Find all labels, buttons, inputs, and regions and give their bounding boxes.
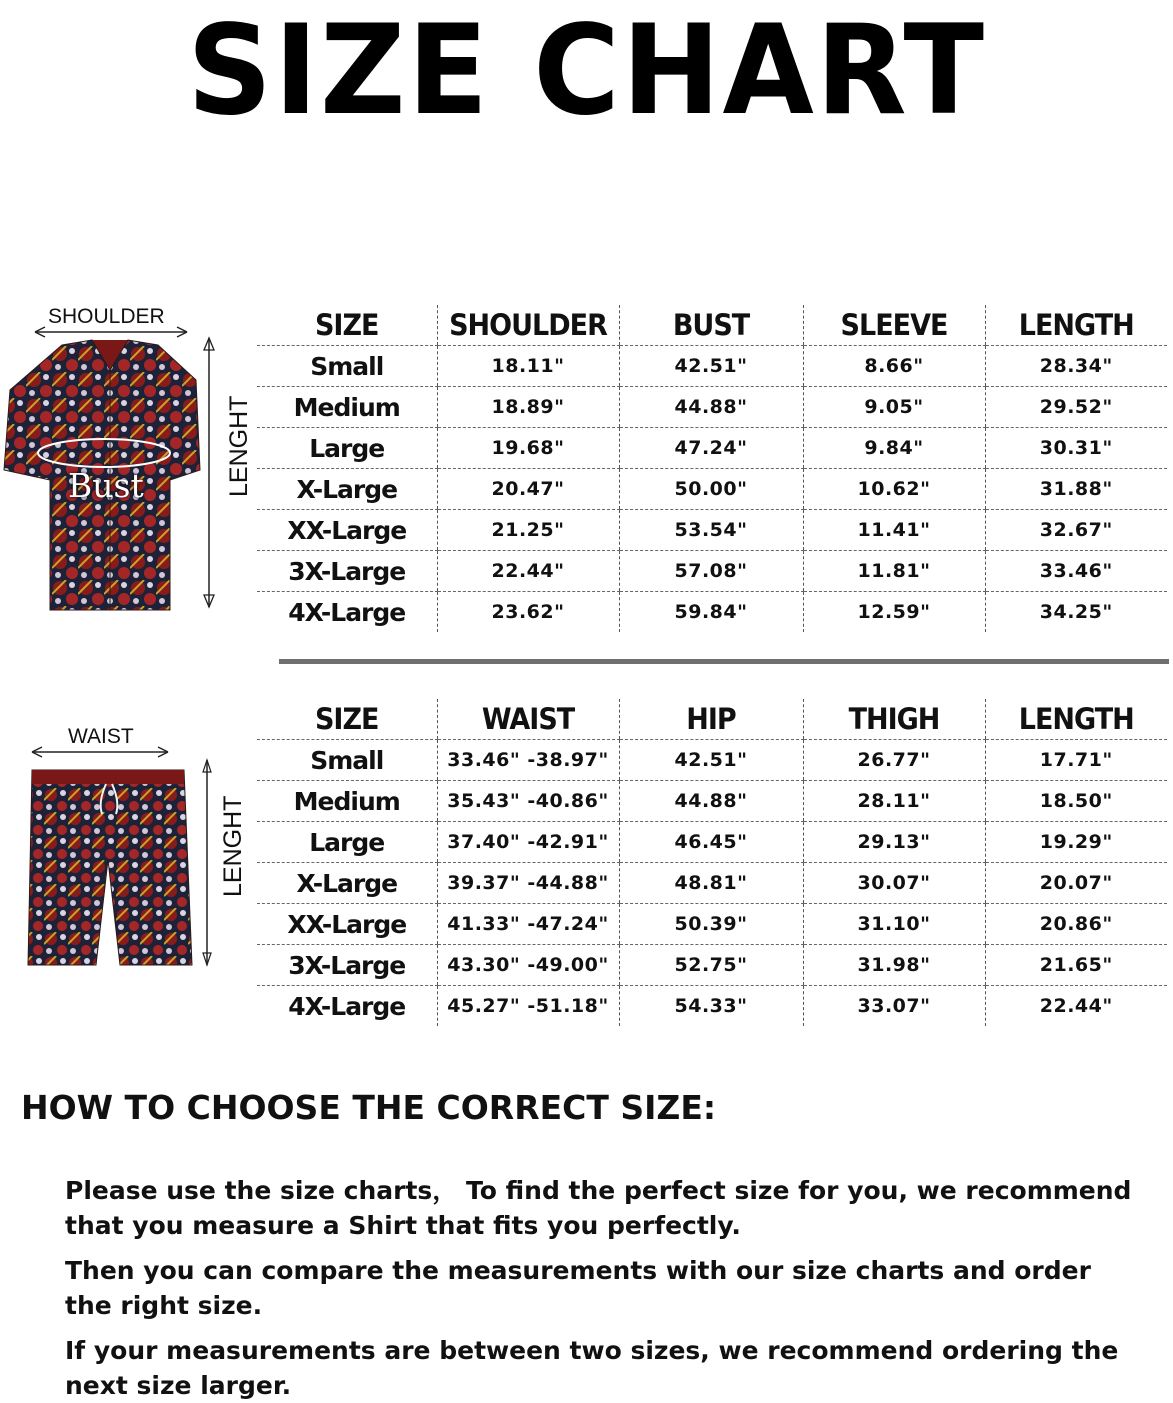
size-cell: Large: [257, 822, 437, 863]
table-row: [257, 904, 1167, 945]
size-cell: XX-Large: [257, 904, 437, 945]
value-cell: 23.62": [437, 592, 619, 633]
table-header-row: [257, 305, 1167, 346]
value-cell: 37.40" -42.91": [437, 822, 619, 863]
value-cell: 44.88": [619, 781, 803, 822]
value-cell: 18.89": [437, 387, 619, 428]
size-cell: X-Large: [257, 469, 437, 510]
value-cell: 29.13": [803, 822, 985, 863]
table-row: [257, 551, 1167, 592]
value-cell: 33.46" -38.97": [437, 740, 619, 781]
header-sleeve: SLEEVE: [803, 303, 985, 348]
table-row: [257, 346, 1167, 387]
size-cell: Large: [257, 428, 437, 469]
table-row: [257, 592, 1167, 633]
value-cell: 31.98": [803, 945, 985, 986]
value-cell: 19.68": [437, 428, 619, 469]
value-cell: 20.86": [985, 904, 1167, 945]
value-cell: 41.33" -47.24": [437, 904, 619, 945]
shirt-length-label: LENGHT: [225, 395, 253, 497]
value-cell: 59.84": [619, 592, 803, 633]
table-row: [257, 863, 1167, 904]
value-cell: 50.00": [619, 469, 803, 510]
table-row: [257, 822, 1167, 863]
size-cell: XX-Large: [257, 510, 437, 551]
value-cell: 53.54": [619, 510, 803, 551]
table-row: [257, 740, 1167, 781]
value-cell: 18.11": [437, 346, 619, 387]
header-waist: WAIST: [437, 697, 619, 742]
value-cell: 43.30" -49.00": [437, 945, 619, 986]
table-row: [257, 469, 1167, 510]
bust-label: Bust: [68, 466, 144, 505]
table-header-row: [257, 699, 1167, 740]
size-cell: Medium: [257, 387, 437, 428]
value-cell: 8.66": [803, 346, 985, 387]
value-cell: 29.52": [985, 387, 1167, 428]
value-cell: 42.51": [619, 346, 803, 387]
value-cell: 39.37" -44.88": [437, 863, 619, 904]
header-size: SIZE: [257, 697, 437, 742]
value-cell: 9.84": [803, 428, 985, 469]
value-cell: 17.71": [985, 740, 1167, 781]
value-cell: 20.07": [985, 863, 1167, 904]
shoulder-label: SHOULDER: [48, 305, 165, 328]
size-cell: 3X-Large: [257, 945, 437, 986]
value-cell: 26.77": [803, 740, 985, 781]
size-cell: 4X-Large: [288, 597, 406, 627]
header-bust: BUST: [619, 303, 803, 348]
shorts-illustration: [20, 740, 220, 975]
table-row: [257, 428, 1167, 469]
value-cell: 19.29": [985, 822, 1167, 863]
howto-paragraph-3: If your measurements are between two sizes, we recommend ordering the next size larger.: [65, 1336, 1119, 1400]
value-cell: 45.27" -51.18": [437, 986, 619, 1027]
value-cell: 33.07": [803, 986, 985, 1027]
howto-heading: HOW TO CHOOSE THE CORRECT SIZE:: [21, 1088, 717, 1127]
shorts-length-label: LENGHT: [219, 795, 247, 897]
value-cell: 9.05": [803, 387, 985, 428]
howto-paragraph-1: Please use the size charts， To find the perfect size for you, we recommend that you measure a Shirt that fits you perfectly.: [65, 1176, 1132, 1240]
value-cell: 20.47": [437, 469, 619, 510]
header-thigh: THIGH: [803, 697, 985, 742]
value-cell: 57.08": [619, 551, 803, 592]
value-cell: 54.33": [619, 986, 803, 1027]
header-length: LENGTH: [985, 303, 1167, 348]
value-cell: 18.50": [985, 781, 1167, 822]
value-cell: 50.39": [619, 904, 803, 945]
header-shoulder: SHOULDER: [437, 303, 619, 348]
table-row: [257, 781, 1167, 822]
value-cell: 22.44": [985, 986, 1167, 1027]
value-cell: 10.62": [803, 469, 985, 510]
value-cell: 22.44": [437, 551, 619, 592]
header-size: SIZE: [257, 303, 437, 348]
value-cell: 52.75": [619, 945, 803, 986]
size-cell: 4X-Large: [288, 991, 406, 1021]
value-cell: 47.24": [619, 428, 803, 469]
howto-paragraph-2: Then you can compare the measurements with our size charts and order the right size.: [65, 1256, 1091, 1320]
header-hip: HIP: [619, 697, 803, 742]
shirt-size-table: [257, 305, 1167, 632]
value-cell: 31.88": [985, 469, 1167, 510]
value-cell: 34.25": [985, 592, 1167, 633]
value-cell: 30.07": [803, 863, 985, 904]
table-row: [257, 945, 1167, 986]
size-cell: Medium: [257, 781, 437, 822]
size-cell: X-Large: [257, 863, 437, 904]
page-title: SIZE CHART: [187, 0, 986, 143]
shorts-size-table: [257, 699, 1167, 1026]
waist-label: WAIST: [68, 725, 134, 748]
size-cell: Small: [257, 346, 437, 387]
value-cell: 31.10": [803, 904, 985, 945]
value-cell: 11.81": [803, 551, 985, 592]
value-cell: 12.59": [803, 592, 985, 633]
size-cell: Small: [257, 740, 437, 781]
value-cell: 44.88": [619, 387, 803, 428]
value-cell: 21.65": [985, 945, 1167, 986]
value-cell: 33.46": [985, 551, 1167, 592]
table-row: [257, 387, 1167, 428]
size-cell: 3X-Large: [257, 551, 437, 592]
header-length: LENGTH: [985, 697, 1167, 742]
value-cell: 28.11": [803, 781, 985, 822]
section-divider: [279, 659, 1169, 664]
value-cell: 28.34": [985, 346, 1167, 387]
table-row: [257, 986, 1167, 1027]
table-row: [257, 510, 1167, 551]
value-cell: 30.31": [985, 428, 1167, 469]
value-cell: 35.43" -40.86": [437, 781, 619, 822]
value-cell: 32.67": [985, 510, 1167, 551]
value-cell: 48.81": [619, 863, 803, 904]
value-cell: 11.41": [803, 510, 985, 551]
value-cell: 42.51": [619, 740, 803, 781]
value-cell: 46.45": [619, 822, 803, 863]
value-cell: 21.25": [437, 510, 619, 551]
